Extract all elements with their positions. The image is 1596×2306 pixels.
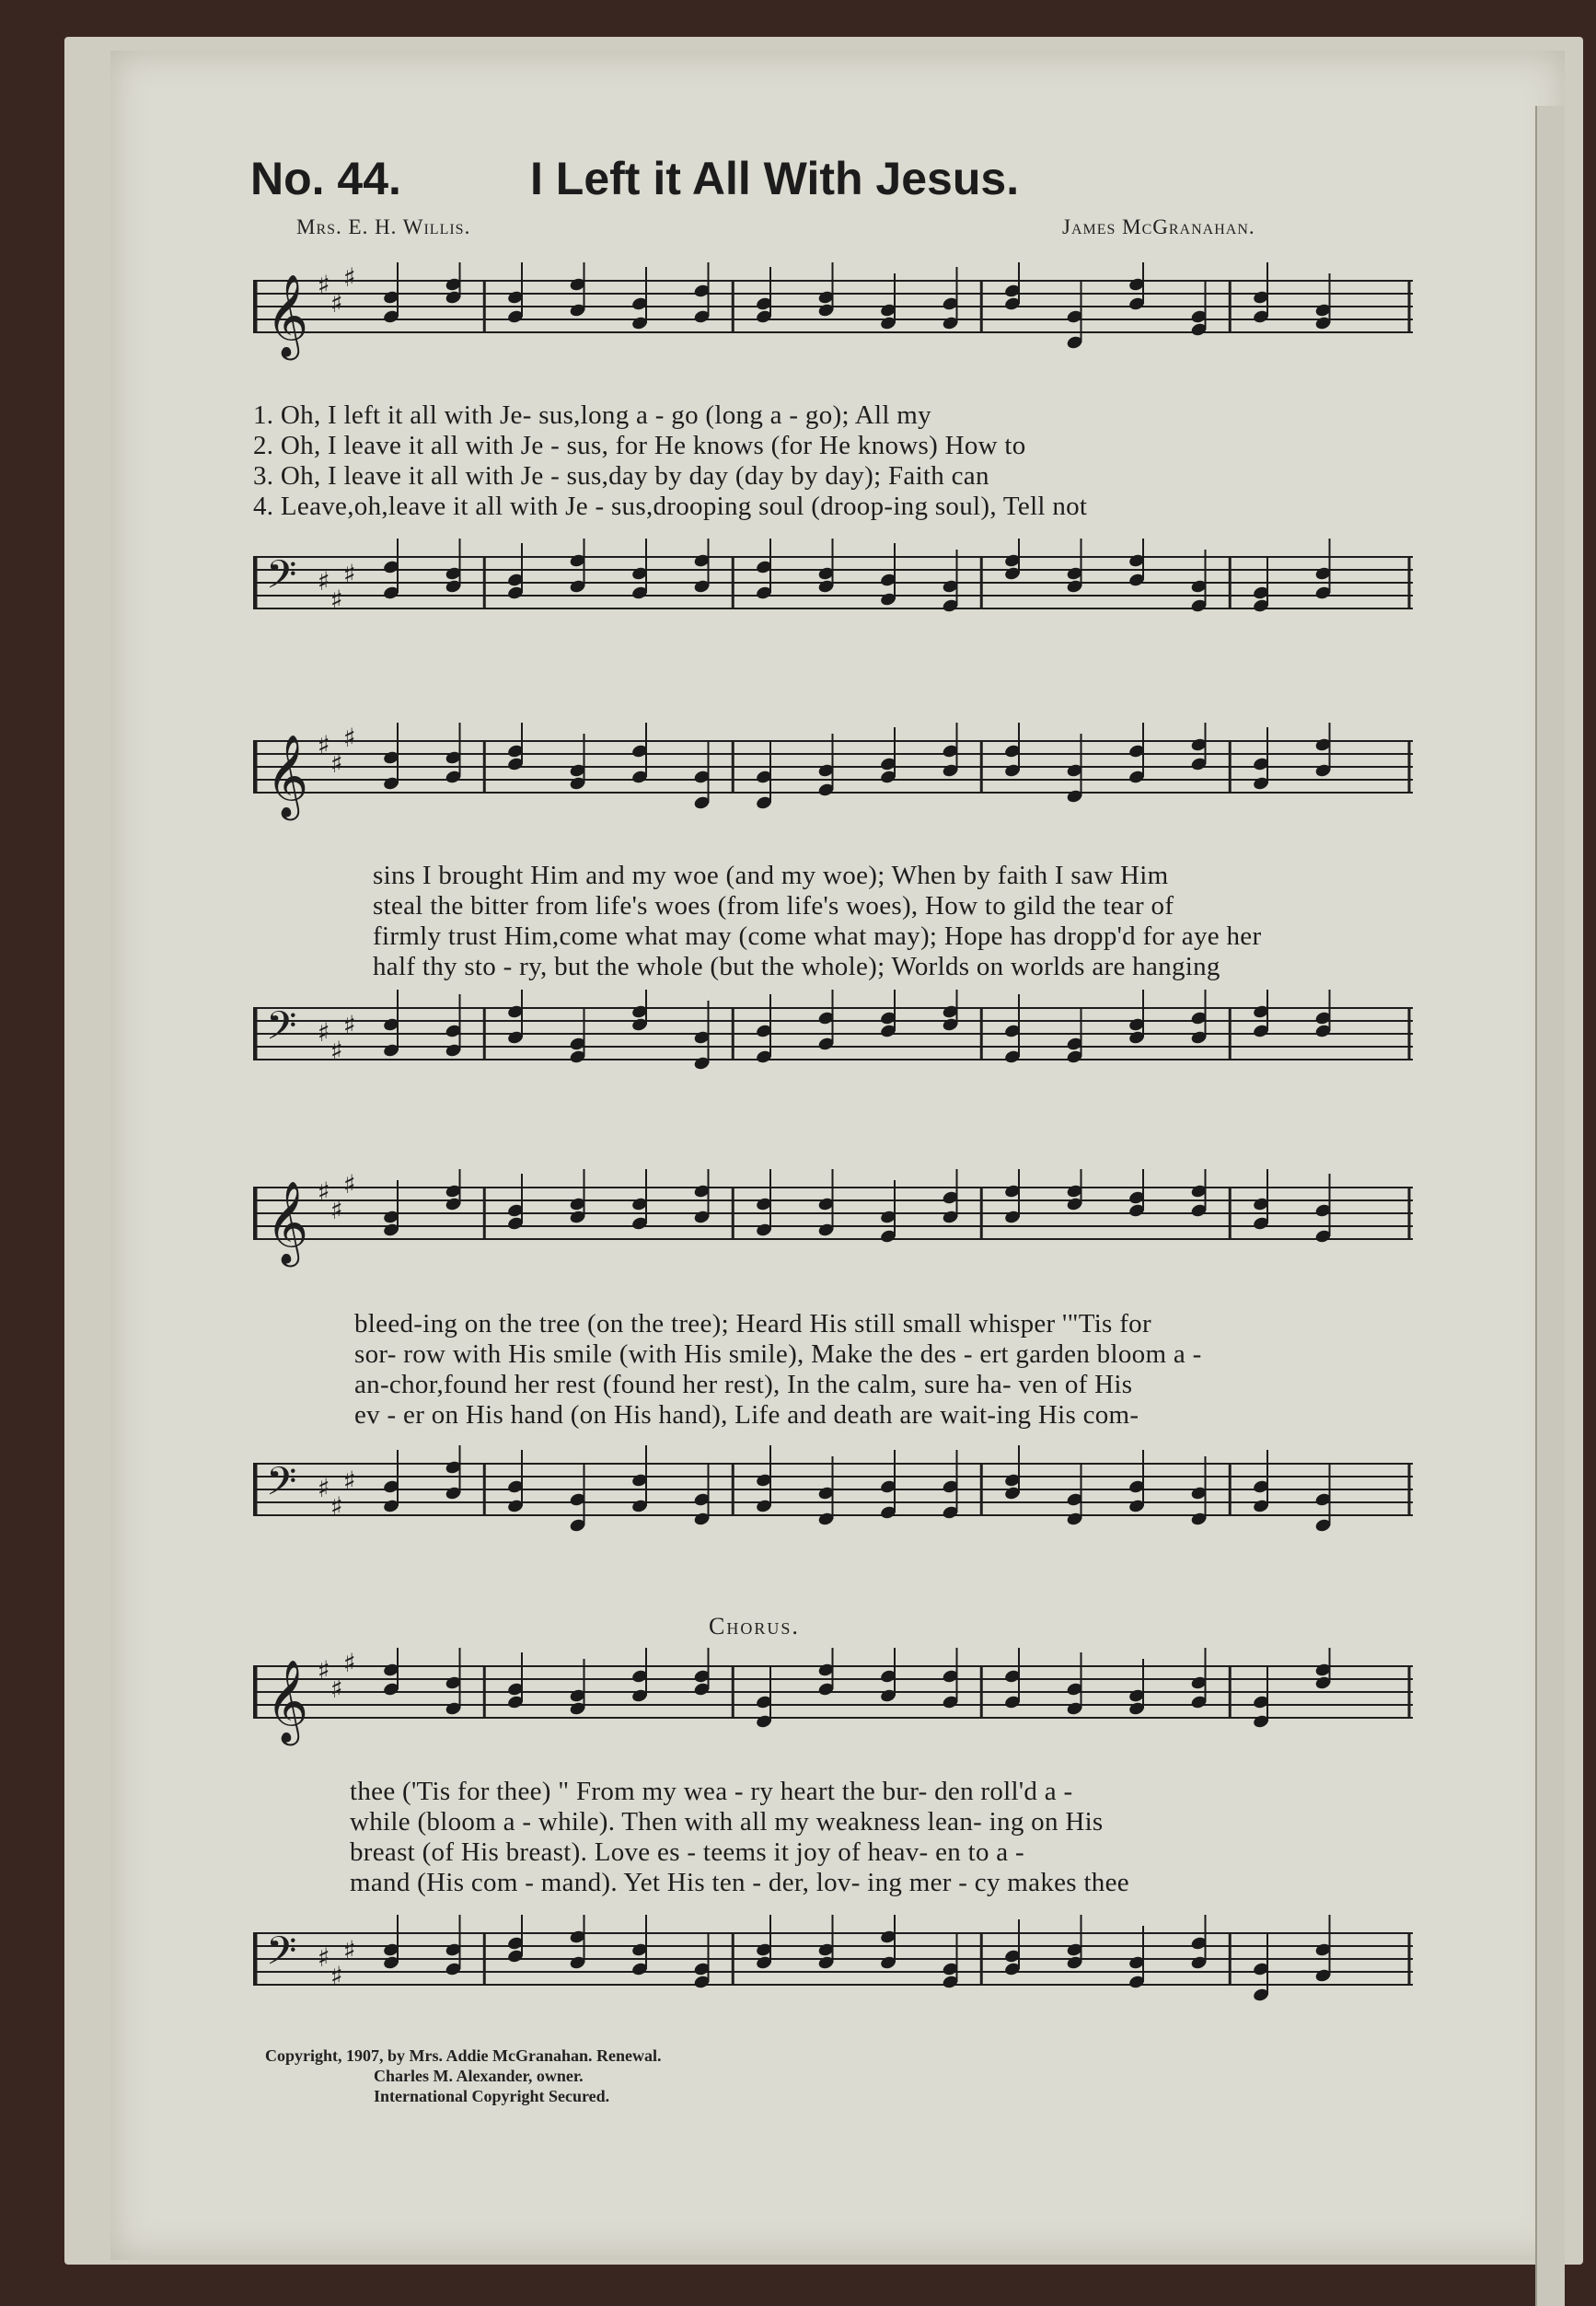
sharp-icon: ♯ [343, 723, 356, 753]
lyric-verse-2: while (bloom a - while). Then with all my weakness lean- ing on His [350, 1807, 1104, 1837]
copyright-line: Charles M. Alexander, owner. [374, 2067, 584, 2085]
lyric-verse-4: ev - er on His hand (on His hand), Life and death are wait-ing His com- [354, 1400, 1139, 1430]
sharp-icon: ♯ [318, 1473, 330, 1503]
staff-lines [253, 1169, 1413, 1289]
sharp-icon: ♯ [318, 1017, 330, 1048]
lyric-verse-1: bleed-ing on the tree (on the tree); Heard His still small whisper '"Tis for [354, 1309, 1151, 1338]
staff-lines [253, 539, 1413, 658]
sharp-icon: ♯ [318, 1942, 330, 1973]
lyric-verse-4: 4. Leave,oh,leave it all with Je - sus,drooping soul (droop-ing soul), Tell not [253, 492, 1088, 521]
sharp-icon: ♯ [330, 1036, 343, 1066]
bass-staff [253, 990, 1413, 1100]
sharp-icon: ♯ [343, 1466, 356, 1496]
sharp-icon: ♯ [343, 559, 356, 589]
lyric-verse-3: firmly trust Him,come what may (come what may); Hope has dropp'd for aye her [373, 921, 1262, 951]
bass-staff [253, 1445, 1413, 1556]
sharp-icon: ♯ [330, 1195, 343, 1225]
lyric-verse-2: 2. Oh, I leave it all with Je - sus, for He knows (for He knows) How to [253, 431, 1026, 460]
composer-credit: James McGranahan. [1062, 215, 1255, 238]
lyric-verse-2: sor- row with His smile (with His smile), Make the des - ert garden bloom a - [354, 1339, 1202, 1369]
staff-lines [253, 1648, 1413, 1767]
sharp-icon: ♯ [330, 585, 343, 615]
sharp-icon: ♯ [330, 1961, 343, 1991]
lyric-verse-3: breast (of His breast). Love es - teems it joy of heav- en to a - [350, 1837, 1024, 1867]
staff-lines [253, 1445, 1413, 1565]
sharp-icon: ♯ [318, 566, 330, 597]
staff-lines [253, 262, 1413, 382]
lyric-verse-4: half thy sto - ry, but the whole (but the whole); Worlds on worlds are hanging [373, 952, 1220, 981]
lyricist-credit: Mrs. E. H. Willis. [296, 215, 471, 238]
copyright-notice [265, 2045, 662, 2106]
treble-staff [253, 723, 1413, 833]
treble-clef-icon: 𝄞 [266, 1660, 309, 1743]
sharp-icon: ♯ [330, 1674, 343, 1704]
bass-clef-icon: 𝄢 [266, 1929, 297, 1984]
staff-lines [253, 1915, 1413, 2034]
lyric-verse-2: steal the bitter from life's woes (from life's woes), How to gild the tear of [373, 891, 1174, 921]
sharp-icon: ♯ [330, 1491, 343, 1522]
sharp-icon: ♯ [330, 748, 343, 779]
bass-clef-icon: 𝄢 [266, 1459, 297, 1514]
lyrics-block [253, 400, 1413, 522]
lyric-verse-3: an-chor,found her rest (found her rest), In the calm, sure ha- ven of His [354, 1370, 1133, 1399]
lyric-verse-4: mand (His com - mand). Yet His ten - der, lov- ing mer - cy makes thee [350, 1868, 1129, 1897]
treble-clef-icon: 𝄞 [266, 735, 309, 817]
sharp-icon: ♯ [318, 1176, 330, 1207]
treble-staff [253, 1169, 1413, 1280]
copyright-line: Copyright, 1907, by Mrs. Addie McGranahan. Renewal. [265, 2046, 662, 2065]
facing-page-edge [1535, 106, 1565, 2306]
lyrics-block [350, 1777, 1509, 1898]
treble-clef-icon: 𝄞 [266, 274, 309, 357]
sharp-icon: ♯ [318, 1655, 330, 1686]
lyric-verse-3: 3. Oh, I leave it all with Je - sus,day by day (day by day); Faith can [253, 461, 989, 491]
lyrics-block [373, 861, 1532, 982]
chorus-label: Chorus. [709, 1613, 800, 1640]
treble-staff [253, 262, 1413, 373]
sharp-icon: ♯ [318, 730, 330, 760]
treble-clef-icon: 𝄞 [266, 1181, 309, 1264]
sharp-icon: ♯ [343, 262, 356, 293]
bass-clef-icon: 𝄢 [266, 1003, 297, 1059]
hymn-number: No. 44. [250, 153, 401, 204]
bass-staff [253, 539, 1413, 649]
sharp-icon: ♯ [343, 1169, 356, 1199]
bass-staff [253, 1915, 1413, 2025]
sharp-icon: ♯ [330, 288, 343, 319]
lyric-verse-1: 1. Oh, I left it all with Je- sus,long a - go (long a - go); All my [253, 400, 931, 430]
hymn-title: I Left it All With Jesus. [530, 153, 1020, 204]
sharp-icon: ♯ [343, 1935, 356, 1965]
bass-clef-icon: 𝄢 [266, 552, 297, 608]
sharp-icon: ♯ [343, 1648, 356, 1678]
treble-staff [253, 1648, 1413, 1758]
sharp-icon: ♯ [343, 1010, 356, 1040]
sharp-icon: ♯ [318, 270, 330, 300]
lyrics-block [354, 1309, 1514, 1431]
staff-lines [253, 723, 1413, 842]
copyright-line: International Copyright Secured. [374, 2087, 610, 2105]
lyric-verse-1: sins I brought Him and my woe (and my woe); When by faith I saw Him [373, 861, 1169, 890]
lyric-verse-1: thee ('Tis for thee) " From my wea - ry heart the bur- den roll'd a - [350, 1777, 1073, 1806]
staff-lines [253, 990, 1413, 1109]
